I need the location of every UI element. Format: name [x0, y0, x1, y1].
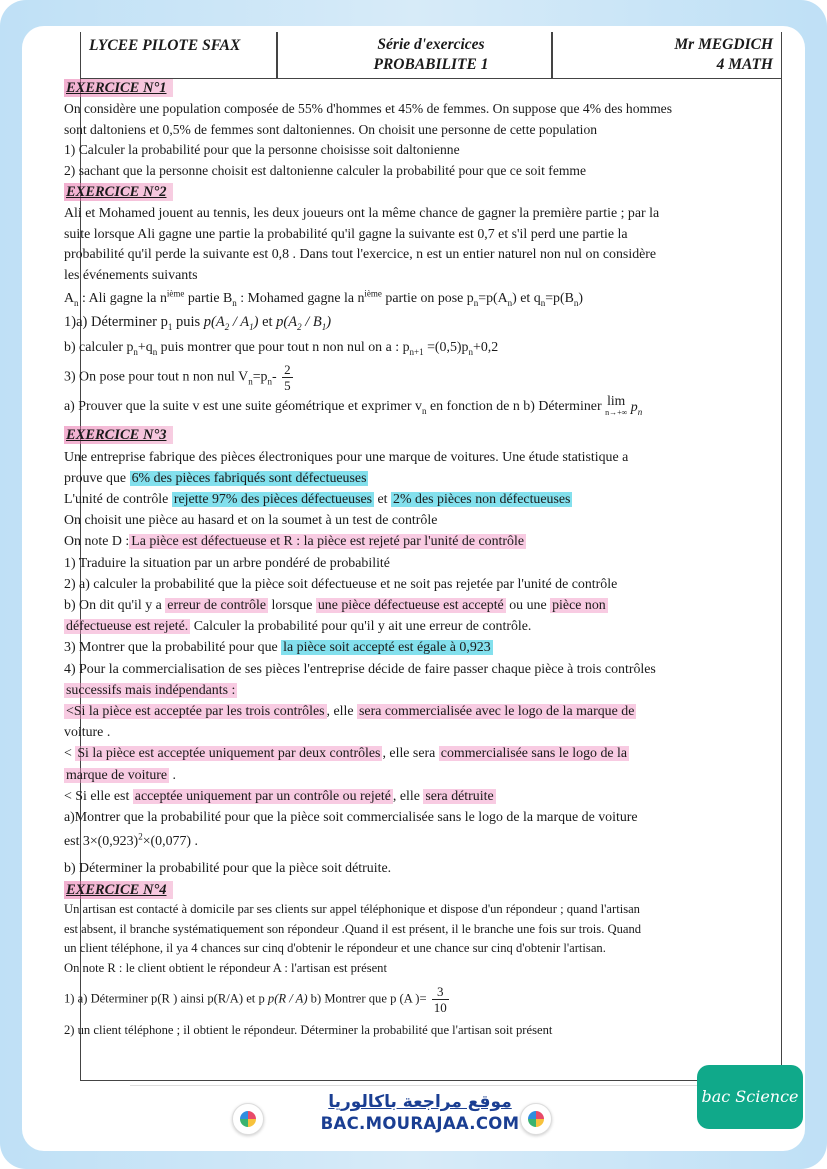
- highlight: acceptée uniquement par un contrôle ou rejeté: [134, 788, 391, 804]
- question-1a: 1)a) Déterminer $p_1$ puis $p(A_2 / A_1)$ et $p(A_2 / B_1)$: [64, 313, 332, 332]
- highlight: commercialisée sans le logo de la: [440, 746, 628, 762]
- highlight: La pièce est défectueuse et R : la pièce est rejeté par l'unité de contrôle: [131, 534, 524, 550]
- site-name-arabic[interactable]: موقع مراجعة باكالوريا: [328, 1092, 512, 1112]
- exercise-title: EXERCICE N°2: [64, 183, 173, 201]
- highlight: rejette 97% des pièces défectueuses: [173, 491, 373, 507]
- text-line: 4) Pour la commercialisation de ses pièces l'entreprise décide de faire passer chaque pièce à trois contrôles: [64, 661, 656, 677]
- highlight: la pièce soit accepté est égale à 0,923: [283, 640, 491, 656]
- text-line: prouve que 6% des pièces fabriqués sont défectueuses: [64, 470, 367, 486]
- fraction: $\frac{2}{5}$: [284, 362, 291, 394]
- text-line: < Si la pièce est acceptée uniquement par deux contrôles , elle sera commercialisée sans le logo de la: [64, 746, 628, 762]
- exercise-title: EXERCICE N°4: [64, 881, 173, 899]
- teacher-info: [674, 35, 773, 75]
- text-line: <Si la pièce est acceptée par les trois contrôles , elle sera commercialisée avec le logo de la marque de: [66, 704, 635, 719]
- site-logo-icon: [232, 1103, 264, 1135]
- highlight: pièce non: [552, 597, 606, 613]
- question-1b: b) calculer $p_n+q_n$ puis montrer que pour tout n non nul on a : $p_{n+1} =(0,5)p_n+0,2$: [64, 339, 499, 357]
- exercise-title: EXERCICE N°3: [64, 426, 173, 444]
- text-line: voiture .: [64, 725, 111, 741]
- question-3: 3) On pose pour tout n non nul $V_n=p_n-$ $\frac{2}{5}$: [64, 362, 291, 394]
- series-title: [331, 35, 531, 75]
- site-url-link[interactable]: BAC.MOURAJAA.COM: [320, 1114, 520, 1133]
- highlight: défectueuse est rejeté.: [66, 619, 189, 635]
- text-line: 2) a) calculer la probabilité que la pièce soit défectueuse et ne soit pas rejetée par l'unité de contrôle: [64, 576, 618, 592]
- highlight: une pièce défectueuse est accepté: [317, 597, 504, 613]
- text-line: On note D : La pièce est défectueuse et R : la pièce est rejeté par l'unité de contrôle: [64, 534, 524, 550]
- text-line: est absent, il branche systématiquement son répondeur .Quand il est présent, il le branche une fois sur trois. Quand: [64, 921, 642, 936]
- subject-label: PROBABILITE 1: [373, 56, 489, 73]
- highlight: erreur de contrôle: [167, 597, 267, 613]
- text-line: probabilité qu'il perde la suivante est 0,8 . Dans tout l'exercice, n est un entier naturel non nul on considère: [64, 247, 657, 263]
- text-line: défectueuse est rejeté. Calculer la probabilité pour qu'il y ait une erreur de contrôle.: [66, 619, 532, 635]
- exercise-1: [64, 78, 754, 182]
- highlight: 6% des pièces fabriqués sont défectueuses: [131, 470, 367, 486]
- footer-divider: [130, 1085, 700, 1086]
- exercise-2: [64, 182, 754, 419]
- text-line: marque de voiture .: [66, 767, 177, 783]
- highlight: <Si la pièce est acceptée par les trois contrôles: [66, 704, 325, 719]
- text-line: un client téléphone, il ya 4 chances sur cinq d'obtenir le répondeur et une chance sur cinq d'obtenir l'artisan.: [64, 941, 606, 956]
- worksheet-header: [81, 32, 781, 79]
- text-line: sont daltoniens et 0,5% de femmes sont daltoniennes. On choisit une personne de cette population: [64, 121, 598, 137]
- highlight: sera commercialisée avec le logo de la marque de: [359, 704, 635, 719]
- question-3a: a) Prouver que la suite v est une suite géométrique et exprimer $v_n$ en fonction de n b) Déterminer lim n→+∞ $p_n$: [64, 393, 643, 418]
- text-line: suite lorsque Ali gagne une partie la probabilité qu'il gagne la suivante est 0,7 et s'il perd une partie la: [64, 226, 628, 242]
- text-line: Une entreprise fabrique des pièces électroniques pour une marque de voitures. Une étude statistique a: [64, 449, 629, 465]
- highlight: sera détruite: [425, 788, 494, 804]
- text-line: [64, 680, 754, 701]
- text-line: 1) Calculer la probabilité pour que la personne choisisse soit daltonienne: [64, 142, 460, 158]
- teacher-name: Mr MEGDICH: [674, 36, 773, 53]
- worksheet-content: [64, 78, 754, 1041]
- highlight: Si la pièce est acceptée uniquement par deux contrôles: [77, 746, 381, 762]
- text-line: On considère une population composée de 55% d'hommes et 45% de femmes. On suppose que 4% des hommes: [64, 100, 672, 116]
- bac-science-badge: bac Science: [697, 1065, 803, 1129]
- exercise-4: [64, 880, 754, 1041]
- exercise-title: EXERCICE N°1: [64, 79, 173, 97]
- text-line: 2) un client téléphone ; il obtient le répondeur. Déterminer la probabilité que l'artisan soit présent: [64, 1023, 553, 1038]
- text-line: 2) sachant que la personne choisit est daltonienne calculer la probabilité pour que ce soit femme: [64, 163, 587, 179]
- text-line: les événements suivants: [64, 268, 198, 284]
- text-line: b) On dit qu'il y a erreur de contrôle lorsque une pièce défectueuse est accepté ou une pièce non: [64, 597, 606, 613]
- text-line: 1) Traduire la situation par un arbre pondéré de probabilité: [64, 555, 390, 571]
- text-line: b) Déterminer la probabilité pour que la pièce soit détruite.: [64, 861, 392, 877]
- text-line: Un artisan est contacté à domicile par ses clients sur appel téléphonique et dispose d'un répondeur ; quand l'artisan: [64, 902, 640, 917]
- highlight: successifs mais indépendants :: [66, 682, 236, 698]
- exercise-3: [64, 425, 754, 879]
- events-line: $A_n$ : Ali gagne la $n^{ième}$ partie $B_n$ : Mohamed gagne la $n^{ième}$ partie on pose $p_n=p(A_n)$ et $q_n=p(B_n)$: [64, 288, 584, 308]
- site-footer[interactable]: [285, 1092, 555, 1133]
- text-line: Ali et Mohamed jouent au tennis, les deux joueurs ont la même chance de gagner la première partie ; par la: [64, 205, 660, 221]
- limit-notation: lim n→+∞: [605, 393, 628, 418]
- text-line: 3) Montrer que la probabilité pour que la pièce soit accepté est égale à 0,923: [64, 640, 491, 656]
- text-line: < Si elle est acceptée uniquement par un contrôle ou rejeté , elle sera détruite: [64, 788, 494, 804]
- text-line: On choisit une pièce au hasard et on la soumet à un test de contrôle: [64, 513, 438, 529]
- fraction: $\frac{3}{10}$: [433, 984, 447, 1016]
- class-label: 4 MATH: [716, 56, 773, 73]
- school-name: LYCEE PILOTE SFAX: [89, 37, 241, 54]
- highlight: 2% des pièces non défectueuses: [393, 491, 571, 507]
- text-line: a)Montrer que la probabilité pour que la pièce soit commercialisée sans le logo de la marque de voiture: [64, 810, 638, 826]
- highlight: marque de voiture: [66, 767, 168, 783]
- text-line: On note R : le client obtient le répondeur A : l'artisan est présent: [64, 960, 387, 975]
- series-label: Série d'exercices: [377, 36, 485, 53]
- text-line: 1) a) Déterminer p(R ) ainsi p(R/A) et p p(R / A) b) Montrer que p (A )= $\frac{3}{10}$: [64, 984, 447, 1016]
- text-line: L'unité de contrôle rejette 97% des pièces défectueuses et 2% des pièces non défectueuses: [64, 491, 571, 507]
- text-line: est $3\times(0,923)^2\times(0,077)$ .: [64, 831, 198, 850]
